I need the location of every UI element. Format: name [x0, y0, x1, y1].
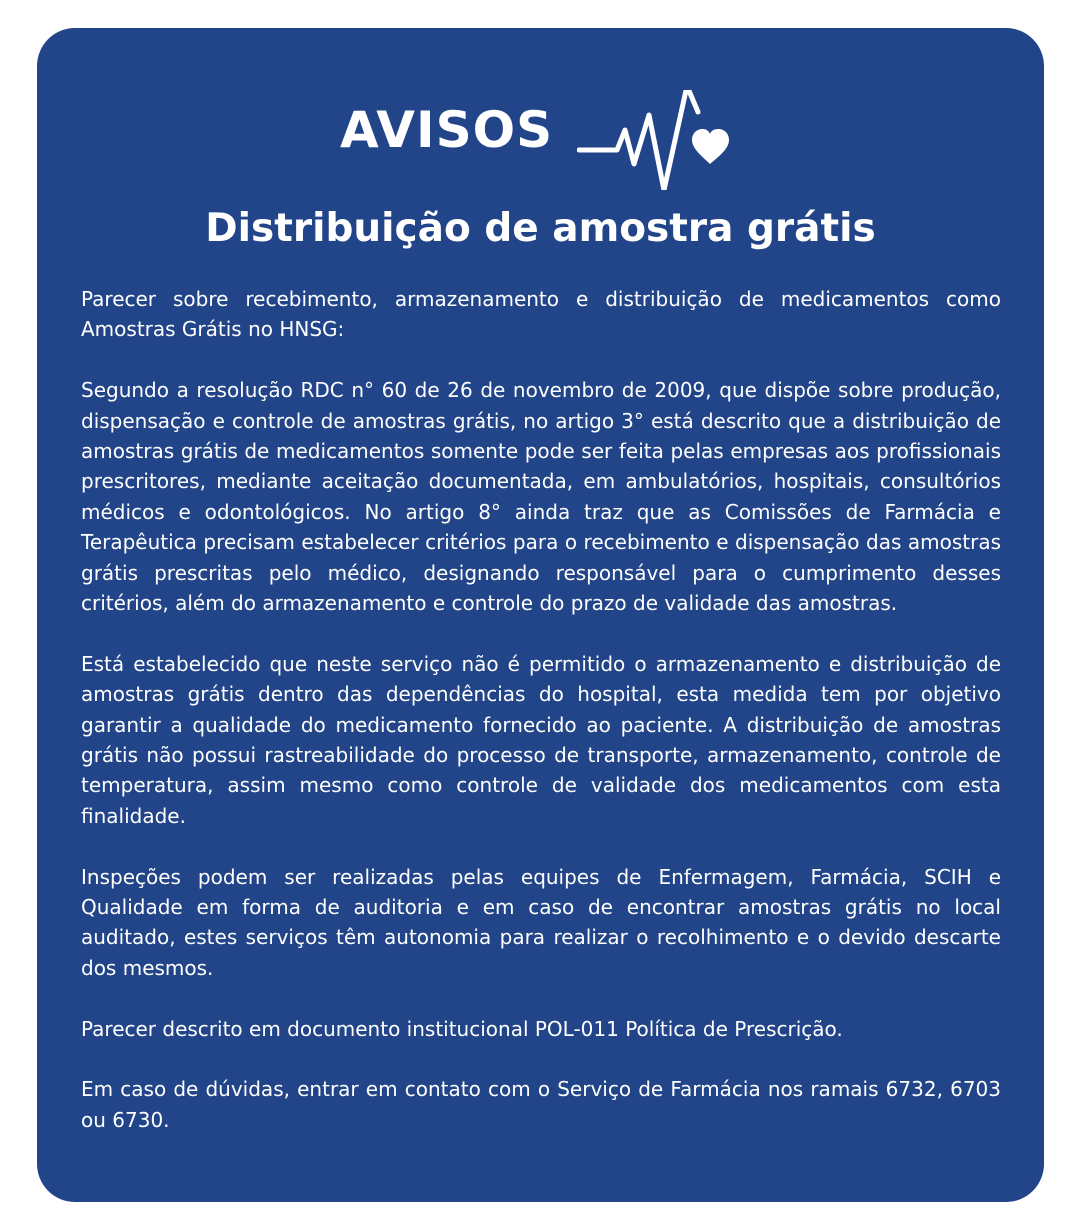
header	[37, 90, 1044, 190]
paragraph-document-reference: Parecer descrito em documento institucional POL-011 Política de Prescrição.	[81, 1016, 843, 1041]
paragraph-regulation: Segundo a resolução RDC n° 60 de 26 de novembro de 2009, que dispõe sobre produção, dispensação e controle de amostras grátis, no artigo 3° está descrito que a distribuição de amostras grátis de medicamentos somente pode ser feita pelas empresas aos profissionais prescritores, mediante aceitação documentada, em ambulatórios, hospitais, consultórios médicos e odontológicos. No artigo 8° ainda traz que as Comissões de Farmácia e Terapêutica precisam estabelecer critérios para o recebimento e dispensação das amostras grátis prescritas pelo médico, designando responsável para o cumprimento desses critérios, além do armazenamento e controle do prazo de validade das amostras.	[81, 378, 1001, 616]
page-title: Distribuição de amostra grátis	[205, 206, 876, 251]
paragraph-contact: Em caso de dúvidas, entrar em contato com o Serviço de Farmácia nos ramais 6732, 6703 ou 6730.	[81, 1077, 1001, 1132]
notice-card	[37, 28, 1044, 1202]
notice-body	[81, 284, 1001, 1135]
paragraph-intro: Parecer sobre recebimento, armazenamento e distribuição de medicamentos como Amostras Grátis no HNSG:	[81, 287, 1001, 342]
paragraph-inspections: Inspeções podem ser realizadas pelas equipes de Enfermagem, Farmácia, SCIH e Qualidade em forma de auditoria e em caso de encontrar amostras grátis no local auditado, estes serviços têm autonomia para realizar o recolhimento e o devido descarte dos mesmos.	[81, 864, 1001, 980]
header-title: AVISOS	[340, 101, 554, 159]
paragraph-policy: Está estabelecido que neste serviço não é permitido o armazenamento e distribuição de amostras grátis dentro das dependências do hospital, esta medida tem por objetivo garantir a qualidade do medicamento fornecido ao paciente. A distribuição de amostras grátis não possui rastreabilidade do processo de transporte, armazenamento, controle de temperatura, assim mesmo como controle de validade dos medicamentos com esta finalidade.	[81, 651, 1001, 828]
heartbeat-heart-icon	[577, 90, 737, 190]
